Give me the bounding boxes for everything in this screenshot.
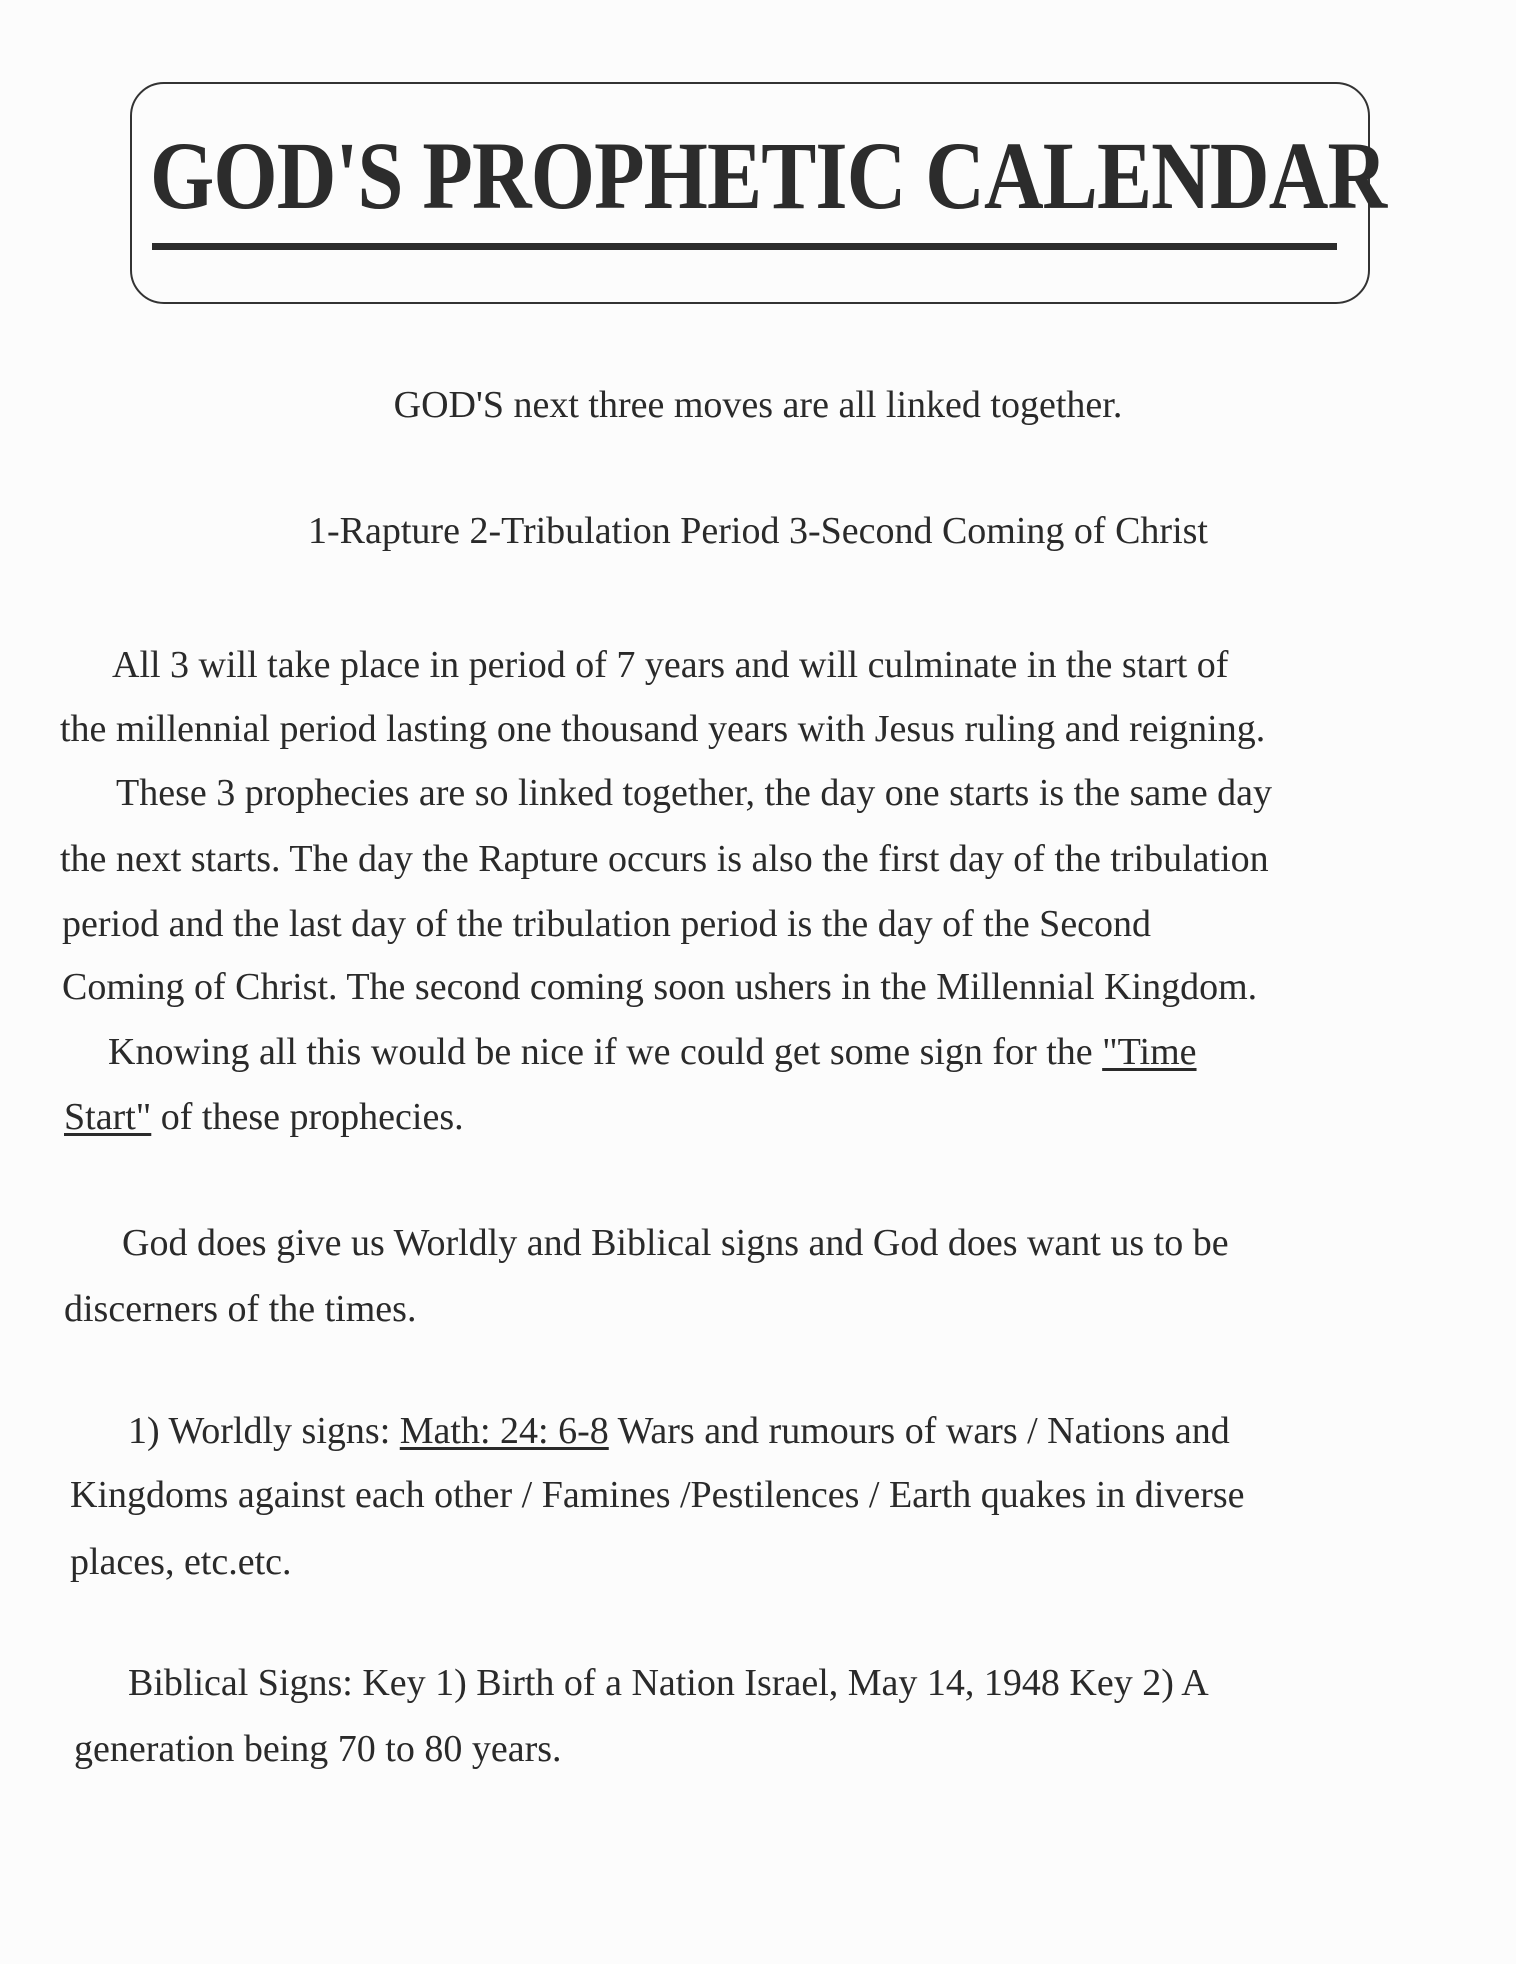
para1-line8 (64, 1098, 464, 1136)
page-title: GOD'S PROPHETIC CALENDAR (150, 122, 1387, 229)
para4-line2: generation being 70 to 80 years. (74, 1728, 562, 1770)
para2-line2: discerners of the times. (64, 1288, 417, 1330)
events-line: 1-Rapture 2-Tribulation Period 3-Second Coming of Christ (308, 510, 1208, 552)
title-underline (152, 243, 1337, 250)
para1-line2: the millennial period lasting one thousand years with Jesus ruling and reigning. (60, 708, 1266, 750)
worldly-signs-text: Wars and rumours of wars / Nations and (608, 1410, 1230, 1452)
para3-line1 (128, 1412, 1230, 1450)
para4-line1: Biblical Signs: Key 1) Birth of a Nation Israel, May 14, 1948 Key 2) A (128, 1662, 1209, 1704)
para1-line6: Coming of Christ. The second coming soon ushers in the Millennial Kingdom. (62, 966, 1258, 1008)
para3-line2: Kingdoms against each other / Famines /Pestilences / Earth quakes in diverse (70, 1474, 1245, 1516)
para1-line8-text: of these prophecies. (151, 1096, 464, 1138)
para3-line3: places, etc.etc. (70, 1541, 292, 1583)
para1-line1: All 3 will take place in period of 7 years and will culminate in the start of (112, 644, 1229, 686)
worldly-signs-label: 1) Worldly signs: (128, 1410, 400, 1452)
time-start-emphasis: "Time (1102, 1031, 1197, 1073)
intro-line: GOD'S next three moves are all linked together. (393, 384, 1123, 426)
para1-line4: the next starts. The day the Rapture occurs is also the first day of the tribulation (60, 838, 1269, 880)
para1-line3: These 3 prophecies are so linked together, the day one starts is the same day (116, 772, 1273, 814)
para1-line7 (108, 1033, 1197, 1071)
scripture-reference: Math: 24: 6-8 (399, 1410, 609, 1452)
para1-line5: period and the last day of the tribulation period is the day of the Second (62, 903, 1152, 945)
para2-line1: God does give us Worldly and Biblical signs and God does want us to be (122, 1222, 1229, 1264)
para1-line7-text: Knowing all this would be nice if we could get some sign for the (108, 1031, 1103, 1073)
time-start-emphasis-end: Start" (64, 1096, 152, 1138)
